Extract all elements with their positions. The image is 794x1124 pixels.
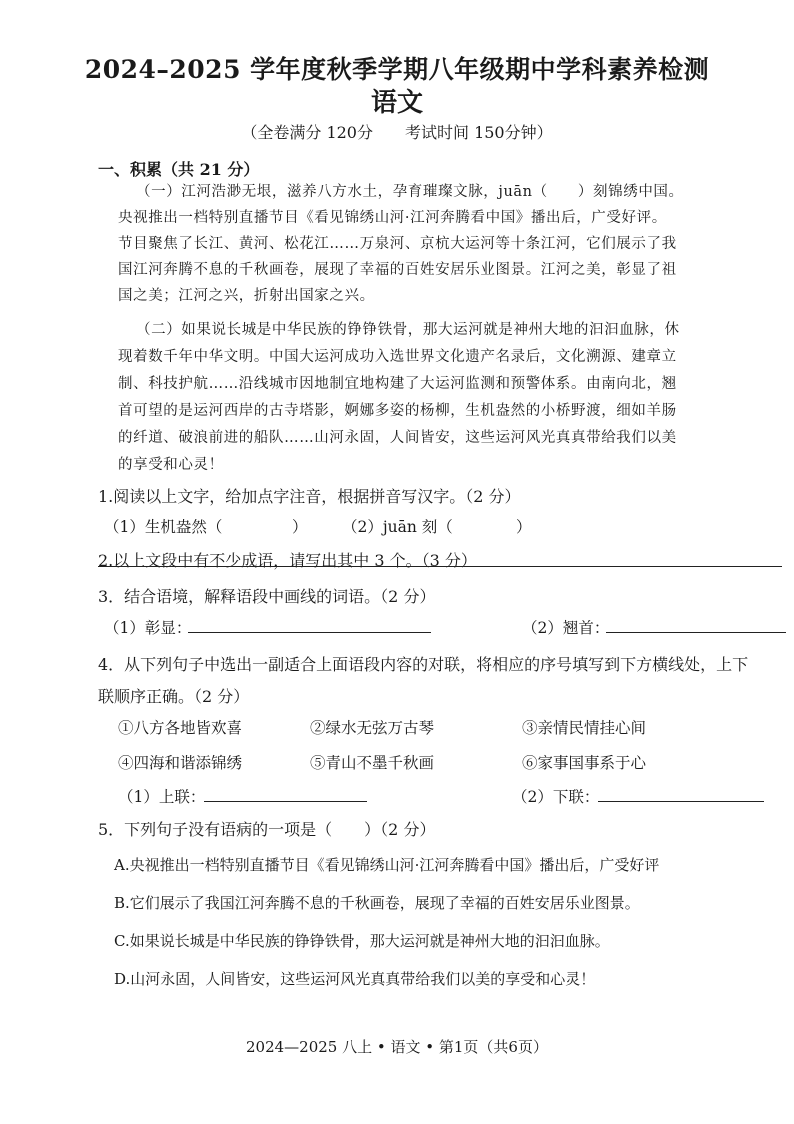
question-2: 2.以上文段中有不少成语，请写出其中 3 个。（3 分） (98, 551, 477, 570)
passage-2-line: 现着数千年中华文明。中国大运河成功入选世界文化遗产名录后，文化溯源、建章立 (118, 349, 677, 365)
q4-upper-label: （1）上联： (118, 788, 206, 806)
passage-1-line: （一）江河浩渺无垠，滋养八方水土，孕育璀璨文脉，juān（ ）刻锦绣中国。 (136, 184, 684, 200)
passage-2-line: （二）如果说长城是中华民族的铮铮铁骨，那大运河就是神州大地的汩汩血脉，休 (136, 322, 680, 338)
q4-option: ⑥家事国事系于心 (522, 754, 647, 772)
passage-1-line: 国江河奔腾不息的千秋画卷，展现了幸福的百姓安居乐业图景。江河之美，彰显了祖 (118, 262, 677, 278)
passage-2-line: 的纤道、破浪前进的船队……山河永固，人间皆安，这些运河风光真真带给我们以美 (118, 430, 677, 446)
passage-2-line: 制、科技护航……沿线城市因地制宜地构建了大运河监测和预警体系。由南向北，翘 (118, 376, 677, 392)
passage-1-line: 央视推出一档特别直播节目《看见锦绣山河·江河奔腾看中国》播出后，广受好评。 (118, 210, 667, 226)
q4-option: ②绿水无弦万古琴 (310, 719, 435, 737)
q5-option-b: B.它们展示了我国江河奔腾不息的千秋画卷，展现了幸福的百姓安居乐业图景。 (114, 894, 640, 912)
q1-part-2-close: ） (516, 518, 532, 536)
q1-part-1-close: ） (292, 518, 308, 536)
subject-title: 语文 (370, 88, 423, 118)
q4-option: ①八方各地皆欢喜 (118, 719, 243, 737)
question-1: 1.阅读以上文字，给加点字注音，根据拼音写汉字。（2 分） (98, 487, 521, 506)
q3-part-2-label: （2）翘首： (522, 619, 610, 637)
q4-lower-line[interactable] (598, 801, 764, 802)
passage-1-line: 国之美；江河之兴，折射出国家之兴。 (118, 288, 375, 304)
q4-lower-label: （2）下联： (512, 788, 600, 806)
q5-option-d: D.山河永固，人间皆安，这些运河风光真真带给我们以美的享受和心灵！ (114, 970, 596, 988)
q4-upper-line[interactable] (204, 801, 367, 802)
q4-option: ④四海和谐添锦绣 (118, 754, 243, 772)
question-4: 4．从下列句子中选出一副适合上面语段内容的对联，将相应的序号填写到下方横线处，上下 (98, 655, 749, 674)
q5-option-a: A.央视推出一档特别直播节目《看见锦绣山河·江河奔腾看中国》播出后，广受好评 (114, 856, 660, 874)
section-heading: 一、积累（共 21 分） (98, 160, 260, 179)
page-footer: 2024—2025 八上 • 语文 • 第1页（共6页） (246, 1038, 548, 1056)
q3-part-2-line[interactable] (606, 632, 786, 633)
question-5: 5．下列句子没有语病的一项是（ ）（2 分） (98, 820, 436, 839)
q4-option: ③亲情民情挂心间 (522, 719, 647, 737)
exam-info: （全卷满分 120分 考试时间 150分钟） (241, 123, 553, 142)
q3-part-1-label: （1）彰显： (104, 619, 192, 637)
passage-2-line: 首可望的是运河西岸的古寺塔影，婀娜多姿的杨柳，生机盎然的小桥野渡，细如羊肠 (118, 403, 677, 419)
question-4-cont: 联顺序正确。（2 分） (98, 687, 250, 706)
q2-answer-line[interactable] (98, 566, 782, 567)
question-3: 3．结合语境，解释语段中画线的词语。（2 分） (98, 587, 436, 606)
q3-part-1-line[interactable] (188, 632, 431, 633)
passage-1-line: 节目聚焦了长江、黄河、松花江……万泉河、京杭大运河等十条江河，它们展示了我 (118, 236, 677, 252)
q4-option: ⑤青山不墨千秋画 (310, 754, 435, 772)
passage-2-line: 的享受和心灵！ (118, 457, 224, 473)
q5-option-c: C.如果说长城是中华民族的铮铮铁骨，那大运河就是神州大地的汩汩血脉。 (114, 932, 610, 950)
q1-part-1-label: （1）生机盎然（ (104, 518, 223, 536)
q1-part-2-label: （2）juān 刻（ (342, 518, 453, 536)
exam-title: 2024–2025 学年度秋季学期八年级期中学科素养检测 (84, 55, 710, 84)
